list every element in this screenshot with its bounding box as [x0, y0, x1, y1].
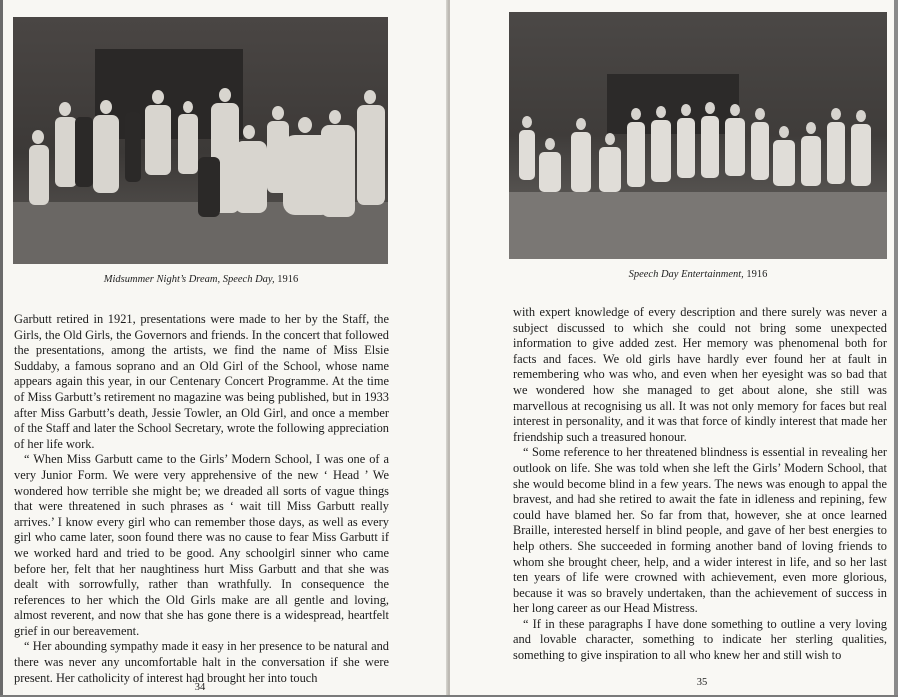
right-paragraph: “ Some reference to her threatened blindness is essential in revealing her outlook on life. She was told when she left the Girls’ Modern School, that she would become blind in a few years. The news was enough to appal the bravest, and had she retired to await the fate in idleness and repining, few could have blamed her. So far from that, however, she at once learned Braille, interested herself in blind people, and gave of her best energies to help others. She succeeded in forming another band of loving friends to whom she brought cheer, help, and a wider interest in life, and so her last ten years of life were crowned with achievement, even more glorious, because it was so bravely undertaken, than the achievement of success in her long career as our Head Mistress.	[513, 445, 887, 616]
right-photo-caption	[498, 269, 898, 280]
left-body-text	[14, 312, 389, 686]
left-caption-title: Midsummer Night’s Dream, Speech Day,	[103, 274, 275, 285]
left-paragraph: “ When Miss Garbutt came to the Girls’ Modern School, I was one of a very Junior Form. We were very apprehensive of the new ‘ Head ’ We wondered how terrible she might be; we dreaded all sorts of vague things that were threatened in such phrases as ‘ wait till Miss Garbutt really arrives.’ I know every girl who can remember those days, as well as every girl who came later, soon found there was no cause to fear Miss Garbutt if we worked hard and tried to be good. Any schoolgirl sinner who came before her, felt that her naughtiness hurt Miss Garbutt and that she was dealt with sorrowfully, rather than wrathfully. In consequence the references to her which the Old Girls make are all gentle and loving, almost reverent, and now that she has gone there is a widespread, heartfelt grief in our bereavement.	[14, 452, 389, 638]
left-page	[0, 0, 448, 697]
right-page-number: 35	[696, 677, 708, 688]
speech-day-photo	[509, 12, 887, 259]
right-page	[450, 0, 898, 697]
scan-edge-right	[894, 0, 898, 697]
left-paragraph: “ Her abounding sympathy made it easy in her presence to be natural and there was never any uncomfortable halt in the conversation if she were present. Her catholicity of interest had brought her into touch	[14, 639, 389, 685]
left-page-number: 34	[194, 682, 206, 693]
left-photo-caption	[0, 274, 402, 285]
left-paragraph: Garbutt retired in 1921, presentations were made to her by the Staff, the Girls, the Old Girls, the Governors and friends. In the concert that followed the presentations, among the artists, we find the name of Miss Elsie Suddaby, a famous soprano and an Old Girl of the School, whose name appears again this year, in our Centenary Concert Programme. At the time of Miss Garbutt’s retirement no magazine was being published, but in 1933 after Miss Garbutt’s death, Jessie Towler, an Old Girl, and once a member of the Staff and later the School Secretary, wrote the following appreciation of her life work.	[14, 312, 389, 451]
right-body-text	[513, 305, 887, 664]
midsummer-photo	[13, 17, 388, 264]
right-caption-title: Speech Day Entertainment,	[628, 269, 744, 280]
left-caption-year: 1916	[277, 274, 299, 285]
right-paragraph: “ If in these paragraphs I have done something to outline a very loving and lovable character, something to indicate her sterling qualities, something to give inspiration to all who knew her and still wish to	[513, 616, 887, 663]
scan-edge-left	[0, 0, 3, 697]
right-paragraph: with expert knowledge of every description and there surely was never a subject discussed to which she could not bring some unexpected information to give added zest. Her memory was phenomenal both for facts and faces. We old girls have hardly ever found her at fault in remembering who was who, and even when her eyesight was so bad that we wondered how she managed to get about alone, she still was marvellous at recognising us all. It was not only memory for faces but real interest in personality, and it was that force of kindly interest that made her friendship such a treasured honour.	[513, 305, 887, 444]
right-caption-year: 1916	[746, 269, 768, 280]
